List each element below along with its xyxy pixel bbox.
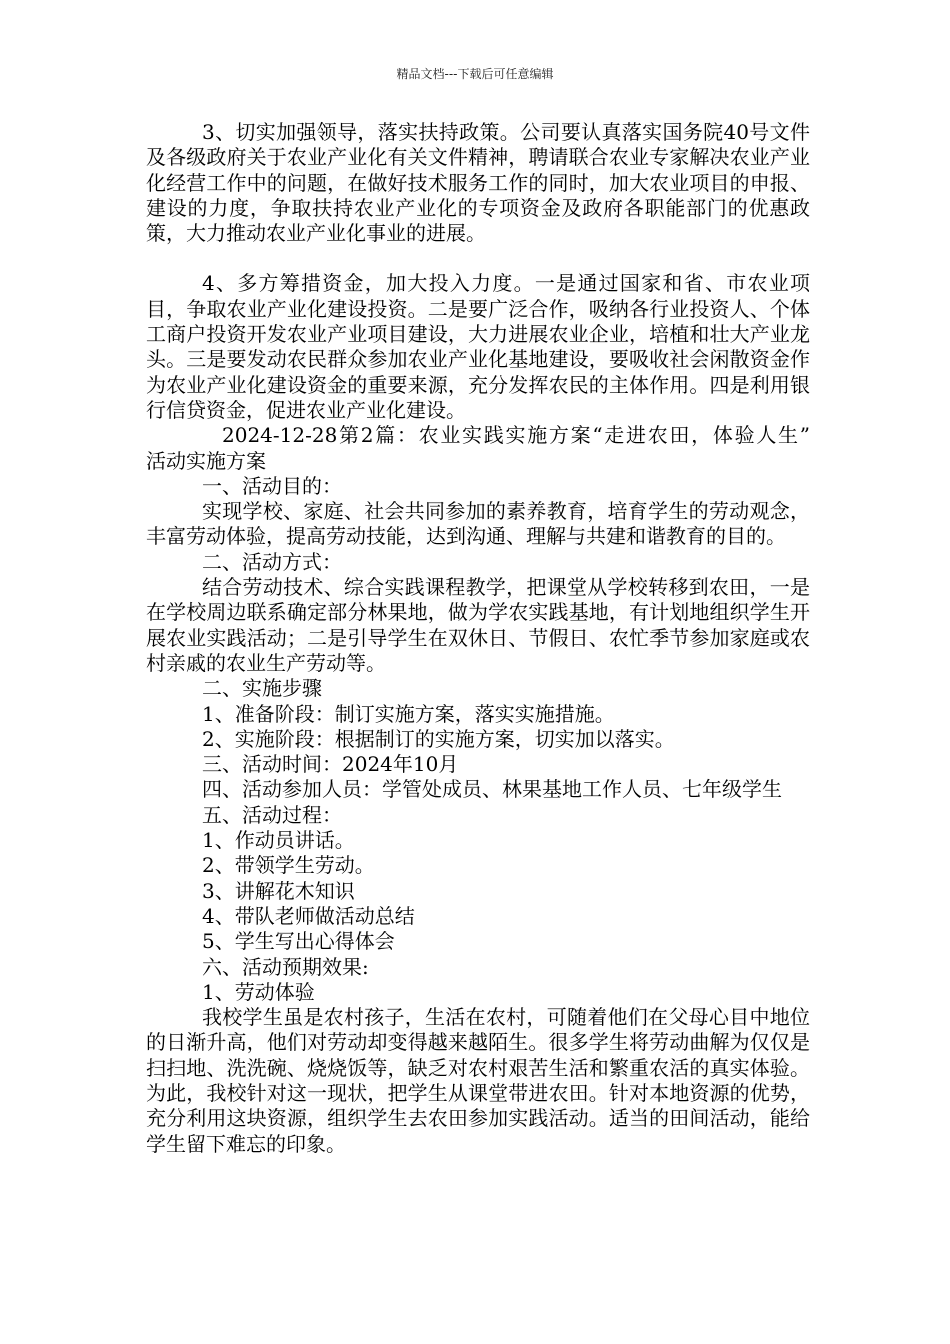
effect-item-heading: 1、劳动体验 — [202, 979, 315, 1004]
section-heading-time: 三、活动时间：2024年10月 — [202, 752, 459, 777]
step-item: 2、实施阶段：根据制订的实施方案，切实加以落实。 — [202, 726, 675, 751]
paragraph-labor-experience: 我校学生虽是农村孩子，生活在农村，可随着他们在父母心目中地位的日渐升高，他们对劳动却变得越来越陌生。很多学生将劳动曲解为仅仅是扫扫地、洗洗碗、烧烧饭等，缺乏对农村艰苦生活和繁重农活的真实体验。为此，我校针对这一现状，把学生从课堂带进农田。针对本地资源的优势，充分利用这块资源，组织学生去农田参加实践活动。适当的田间活动，能给学生留下难忘的印象。 — [146, 1005, 810, 1156]
section-heading-steps: 二、实施步骤 — [202, 676, 322, 701]
article-title: 2024-12-28第2篇：农业实践实施方案“走进农田，体验人生” 活动实施方案 — [146, 423, 830, 473]
paragraph-spacer — [146, 246, 810, 271]
process-item: 2、带领学生劳动。 — [202, 853, 375, 878]
process-item: 5、学生写出心得体会 — [202, 929, 395, 954]
step-item: 1、准备阶段：制订实施方案，落实实施措施。 — [202, 701, 615, 726]
paragraph-purpose: 实现学校、家庭、社会共同参加的素养教育，培育学生的劳动观念，丰富劳动体验，提高劳动技能，达到沟通、理解与共建和谐教育的目的。 — [146, 499, 810, 549]
section-heading-purpose: 一、活动目的： — [202, 473, 342, 498]
document-body — [146, 120, 830, 1157]
paragraph-leadership: 3、切实加强领导，落实扶持政策。公司要认真落实国务院40号文件及各级政府关于农业产业化有关文件精神，聘请联合农业专家解决农业产业化经营工作中的问题，在做好技术服务工作的同时，加大农业项目的申报、建设的力度，争取扶持农业产业化的专项资金及政府各职能部门的优惠政策，大力推动农业产业化事业的进展。 — [146, 120, 810, 246]
process-item: 4、带队老师做活动总结 — [202, 903, 415, 928]
process-item: 1、作动员讲话。 — [202, 828, 355, 853]
process-item: 3、讲解花木知识 — [202, 878, 355, 903]
page-header: 精品文档---下载后可任意编辑 — [396, 67, 554, 81]
section-heading-effects: 六、活动预期效果: — [202, 954, 369, 979]
section-heading-process: 五、活动过程： — [202, 802, 342, 827]
paragraph-method: 结合劳动技术、综合实践课程教学，把课堂从学校转移到农田，一是在学校周边联系确定部分林果地，做为学农实践基地，有计划地组织学生开展农业实践活动；二是引导学生在双休日、节假日、农忙季节参加家庭或农村亲戚的农业生产劳动等。 — [146, 575, 810, 675]
section-heading-method: 二、活动方式： — [202, 549, 342, 574]
paragraph-funding: 4、多方筹措资金，加大投入力度。一是通过国家和省、市农业项目，争取农业产业化建设投资。二是要广泛合作，吸纳各行业投资人、个体工商户投资开发农业产业项目建设，大力进展农业企业，培植和壮大产业龙头。三是要发动农民群众参加农业产业化基地建设，要吸收社会闲散资金作为农业产业化建设资金的重要来源，充分发挥农民的主体作用。四是利用银行信贷资金，促进农业产业化建设。 — [146, 271, 810, 422]
section-heading-participants: 四、活动参加人员：学管处成员、林果基地工作人员、七年级学生 — [202, 777, 782, 802]
